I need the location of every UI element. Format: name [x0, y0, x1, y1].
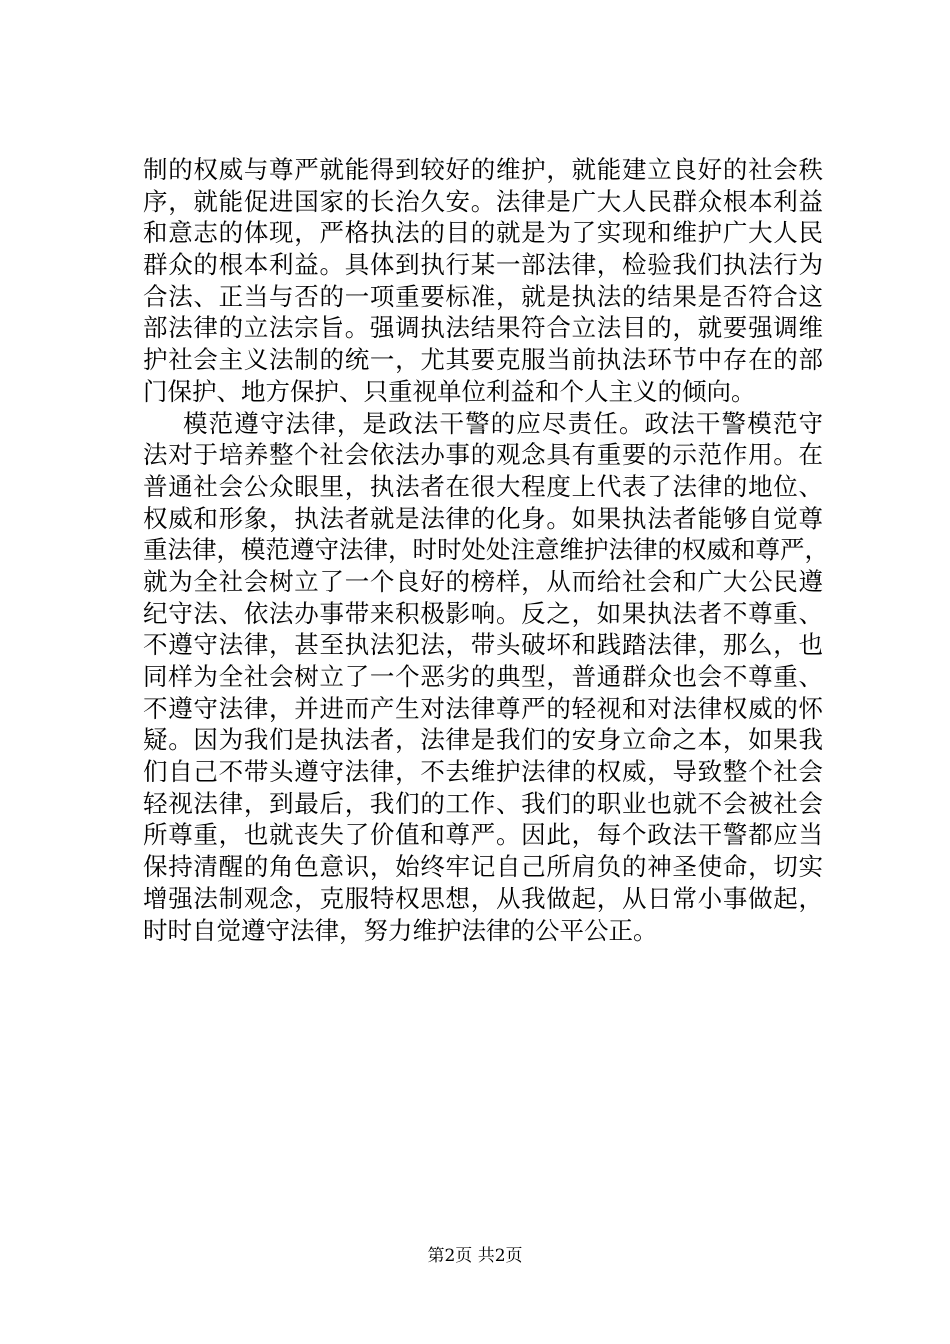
document-body — [143, 154, 829, 946]
paragraph-1 — [143, 154, 823, 408]
paragraph-line: 疑。因为我们是执法者，法律是我们的安身立命之本，如果我 — [143, 725, 823, 755]
paragraph-line: 模范遵守法律，是政法干警的应尽责任。政法干警模范守 — [183, 408, 823, 438]
paragraph-line: 时时自觉遵守法律，努力维护法律的公平公正。 — [143, 915, 658, 945]
paragraph-line: 制的权威与尊严就能得到较好的维护，就能建立良好的社会秩 — [143, 155, 823, 184]
paragraph-line: 增强法制观念，克服特权思想，从我做起，从日常小事做起， — [143, 883, 823, 913]
paragraph-line: 不遵守法律，甚至执法犯法，带头破坏和践踏法律，那么，也 — [143, 630, 823, 660]
paragraph-line: 不遵守法律，并进而产生对法律尊严的轻视和对法律权威的怀 — [143, 693, 823, 723]
paragraph-line: 们自己不带头遵守法律，不去维护法律的权威，导致整个社会 — [143, 757, 823, 787]
paragraph-line: 纪守法、依法办事带来积极影响。反之，如果执法者不尊重、 — [143, 598, 823, 628]
paragraph-line: 同样为全社会树立了一个恶劣的典型，普通群众也会不尊重、 — [143, 662, 823, 691]
paragraph-line: 合法、正当与否的一项重要标准，就是执法的结果是否符合这 — [143, 281, 823, 311]
paragraph-line: 部法律的立法宗旨。强调执法结果符合立法目的，就要强调维 — [143, 313, 823, 343]
paragraph-line: 和意志的体现，严格执法的目的就是为了实现和维护广大人民 — [143, 218, 823, 248]
paragraph-line: 重法律，模范遵守法律，时时处处注意维护法律的权威和尊严， — [143, 535, 829, 565]
paragraph-line: 权威和形象，执法者就是法律的化身。如果执法者能够自觉尊 — [143, 503, 823, 533]
paragraph-2 — [143, 408, 829, 947]
paragraph-line: 序，就能促进国家的长治久安。法律是广大人民群众根本利益 — [143, 186, 823, 216]
paragraph-line: 保持清醒的角色意识，始终牢记自己所肩负的神圣使命，切实 — [143, 852, 823, 882]
paragraph-line: 法对于培养整个社会依法办事的观念具有重要的示范作用。在 — [143, 440, 823, 470]
paragraph-line: 门保护、地方保护、只重视单位利益和个人主义的倾向。 — [143, 376, 756, 406]
paragraph-line: 所尊重，也就丧失了价值和尊严。因此，每个政法干警都应当 — [143, 820, 823, 850]
page-number-footer: 第2页 共2页 — [427, 1246, 523, 1266]
paragraph-line: 轻视法律，到最后，我们的工作、我们的职业也就不会被社会 — [143, 788, 823, 818]
paragraph-line: 护社会主义法制的统一，尤其要克服当前执法环节中存在的部 — [143, 345, 823, 375]
paragraph-line: 就为全社会树立了一个良好的榜样，从而给社会和广大公民遵 — [143, 566, 823, 596]
paragraph-line: 普通社会公众眼里，执法者在很大程度上代表了法律的地位、 — [143, 471, 823, 501]
paragraph-line: 群众的根本利益。具体到执行某一部法律，检验我们执法行为 — [143, 250, 823, 280]
